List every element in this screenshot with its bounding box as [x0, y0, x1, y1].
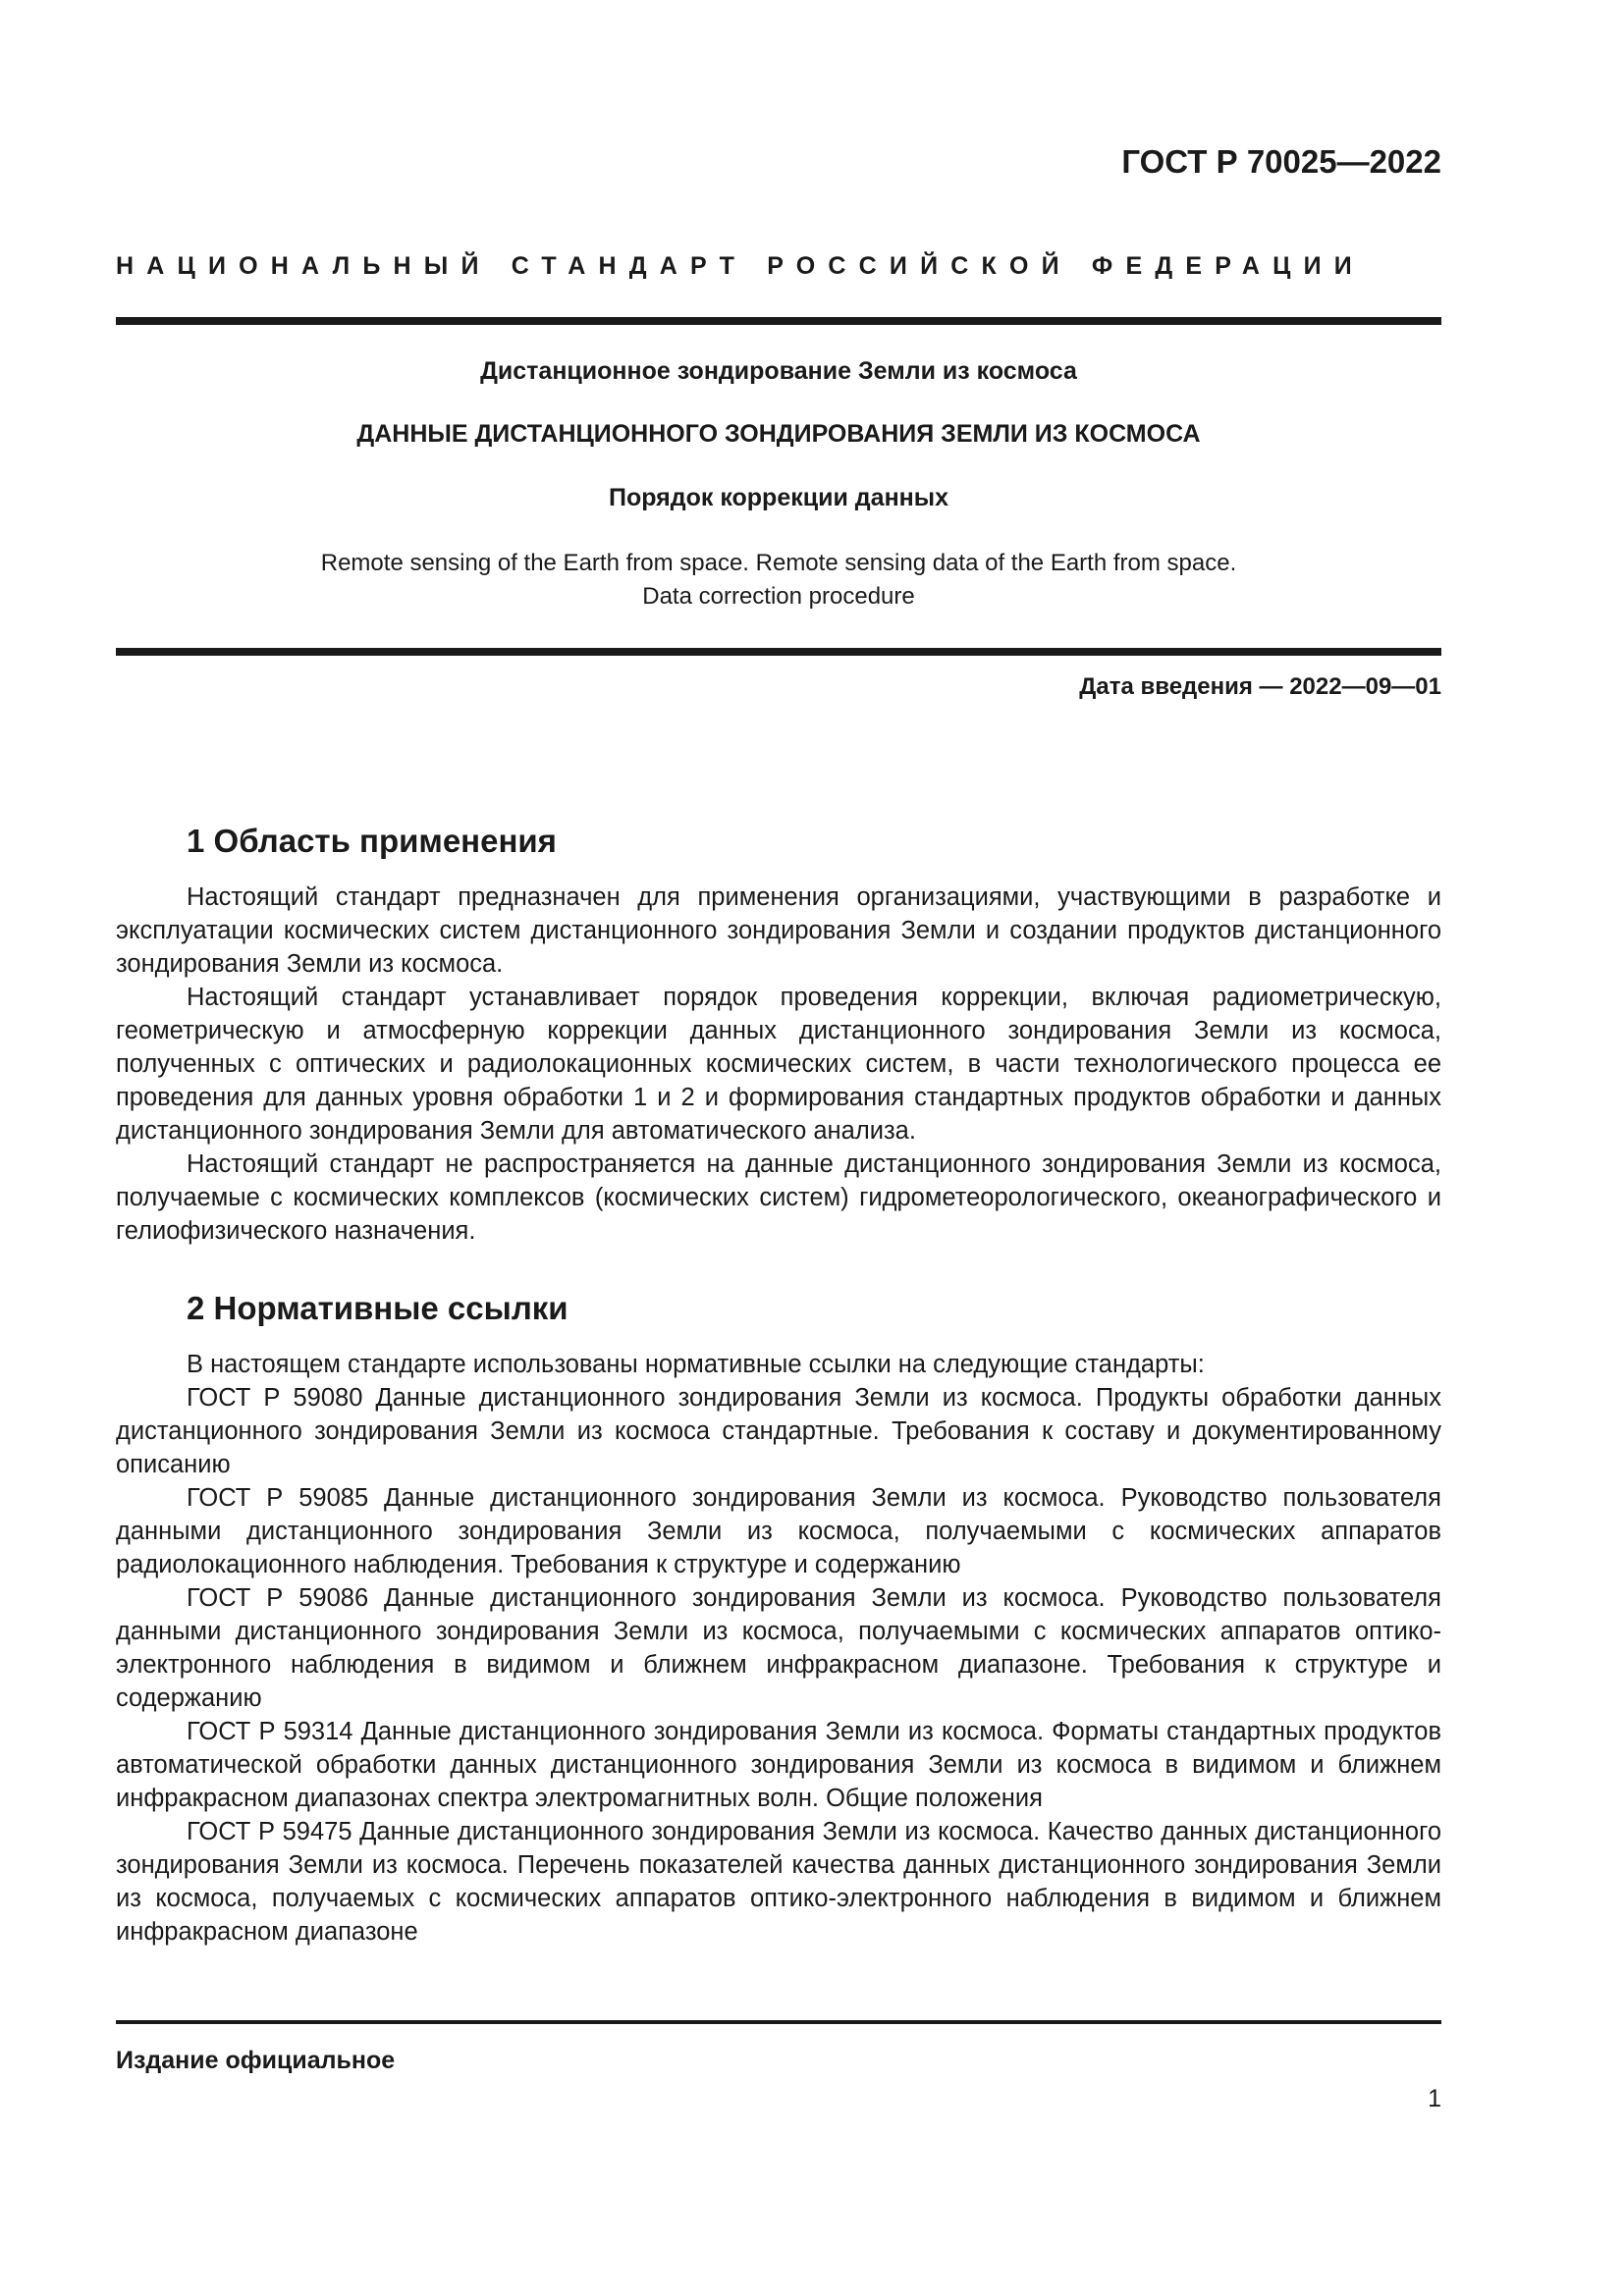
section-2-intro: В настоящем стандарте использованы нормативные ссылки на следующие стандарты: — [187, 1351, 1205, 1378]
official-edition-label: Издание официальное — [116, 2047, 396, 2074]
title-line-1: Дистанционное зондирование Земли из космоса — [480, 357, 1077, 385]
title-bottom-rule — [116, 648, 1441, 656]
reference-gost-59085: ГОСТ Р 59085 Данные дистанционного зондирования Земли из космоса. Руководство пользователя данными дистанционного зондирования Земли из космоса, получаемыми с космических аппаратов радиолокационного наблюдения. Требования к структуре и содержанию — [116, 1484, 1441, 1578]
title-line-3: Порядок коррекции данных — [608, 484, 949, 511]
introduction-date: Дата введения — 2022—09—01 — [1079, 673, 1441, 700]
english-title-line-1: Remote sensing of the Earth from space. Remote sensing data of the Earth from space. — [320, 550, 1237, 576]
reference-gost-59080: ГОСТ Р 59080 Данные дистанционного зондирования Земли из космоса. Продукты обработки данных дистанционного зондирования Земли из космоса стандартные. Требования к составу и документированному описанию — [116, 1384, 1441, 1478]
reference-gost-59314: ГОСТ Р 59314 Данные дистанционного зондирования Земли из космоса. Форматы стандартных продуктов автоматической обработки данных дистанционного зондирования Земли из космоса в видимом и ближнем инфракрасном диапазонах спектра электромагнитных волн. Общие положения — [116, 1718, 1441, 1812]
title-line-2: ДАННЫЕ ДИСТАНЦИОННОГО ЗОНДИРОВАНИЯ ЗЕМЛИ ИЗ КОСМОСА — [356, 420, 1201, 448]
english-title-line-2: Data correction procedure — [642, 583, 915, 610]
reference-gost-59475: ГОСТ Р 59475 Данные дистанционного зондирования Земли из космоса. Качество данных дистанционного зондирования Земли из космоса. Перечень показателей качества данных дистанционного зондирования Земли из космоса, получаемых с космических аппаратов оптико-электронного наблюдения в видимом и ближнем инфракрасном диапазоне — [116, 1818, 1441, 1946]
section-2-title: 2 Нормативные ссылки — [187, 1290, 568, 1326]
national-standard-heading: НАЦИОНАЛЬНЫЙ СТАНДАРТ РОССИЙСКОЙ ФЕДЕРАЦИИ — [116, 252, 1365, 280]
section-1-title: 1 Область применения — [187, 823, 557, 859]
page-number: 1 — [1428, 2085, 1441, 2112]
section-1-paragraph-1: Настоящий стандарт предназначен для применения организациями, участвующими в разработке и эксплуатации космических систем дистанционного зондирования Земли и создании продуктов дистанционного зондирования Земли из космоса. — [116, 883, 1441, 978]
document-number: ГОСТ Р 70025—2022 — [1121, 143, 1441, 180]
top-rule — [116, 317, 1441, 325]
section-1-paragraph-2: Настоящий стандарт устанавливает порядок проведения коррекции, включая радиометрическую, геометрическую и атмосферную коррекции данных дистанционного зондирования Земли из космоса, полученных с оптических и радиолокационных космических систем, в части технологического процесса ее проведения для данных уровня обработки 1 и 2 и формирования стандартных продуктов обработки и данных дистанционного зондирования Земли для автоматического анализа. — [116, 984, 1441, 1145]
footer-rule — [116, 2020, 1441, 2024]
english-title — [116, 547, 1441, 614]
section-1-paragraph-3: Настоящий стандарт не распространяется на данные дистанционного зондирования Земли из космоса, получаемые с космических комплексов (космических систем) гидрометеорологического, океанографического и гелиофизического назначения. — [116, 1150, 1441, 1245]
reference-gost-59086: ГОСТ Р 59086 Данные дистанционного зондирования Земли из космоса. Руководство пользователя данными дистанционного зондирования Земли из космоса, получаемыми с космических аппаратов оптико-электронного наблюдения в видимом и ближнем инфракрасном диапазоне. Требования к структуре и содержанию — [116, 1584, 1441, 1712]
